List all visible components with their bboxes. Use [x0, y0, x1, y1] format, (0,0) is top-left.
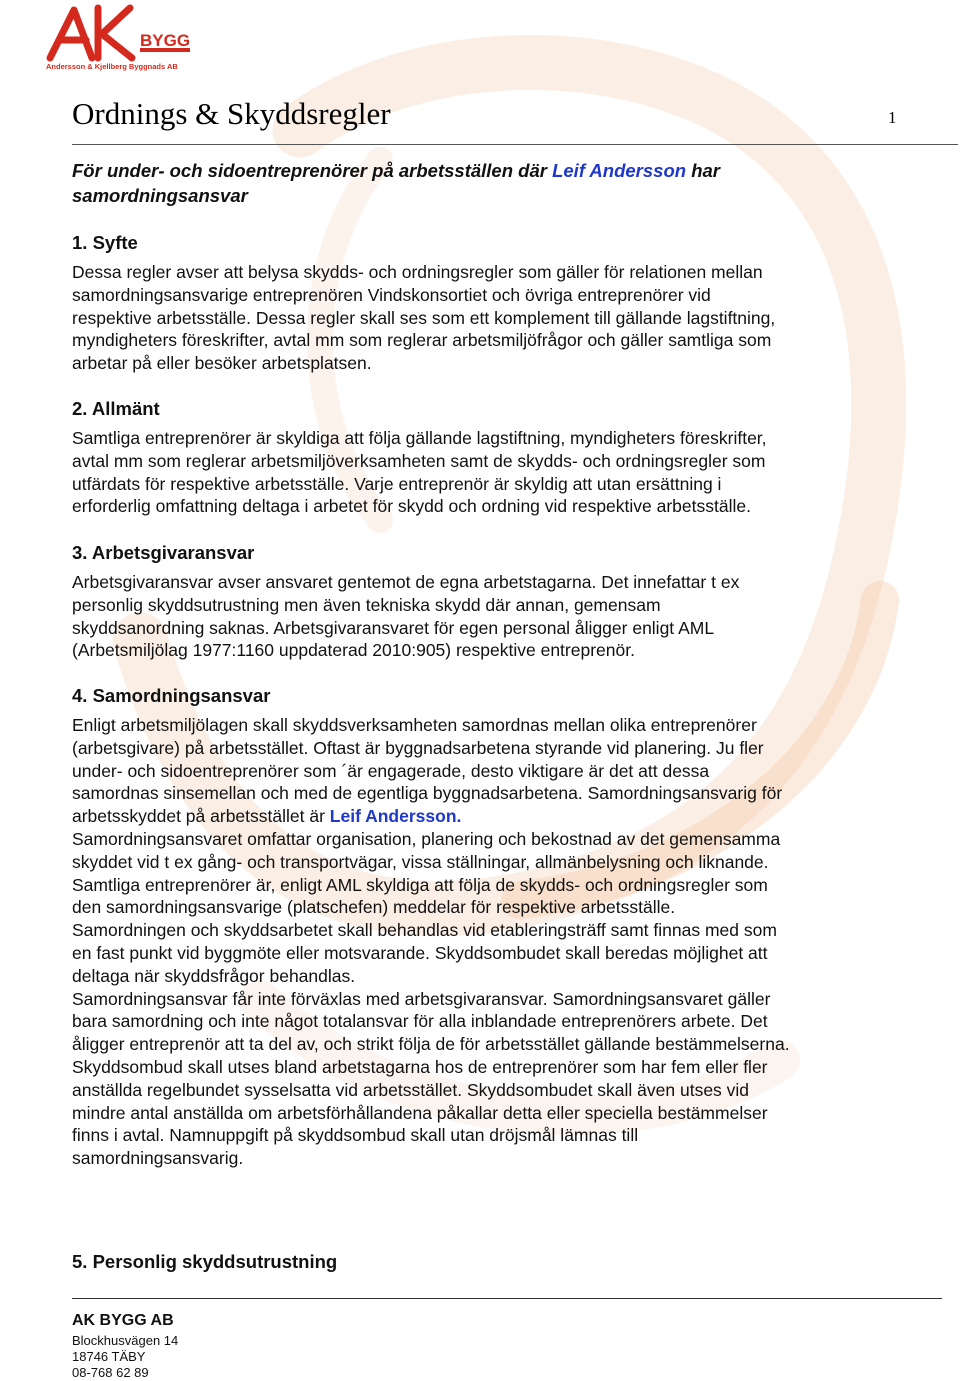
text-line: finns i avtal. Namnuppgift på skyddsombud skall utan dröjsmål lämnas till: [72, 1125, 639, 1146]
text-line: mindre antal anställda om arbetsförhållandena påkallar detta eller speciella bestämmelser: [72, 1102, 768, 1123]
text-line: Enligt arbetsmiljölagen skall skyddsverksamheten samordnas mellan olika entreprenörer: [72, 715, 757, 735]
section-heading-syfte: 1. Syfte: [72, 232, 138, 253]
text-line: skyddet vid t ex gång- och transportvägar, vissa ställningar, allmänbelysning och liknande.: [72, 851, 769, 872]
text-line: Arbetsgivaransvar avser ansvaret gentemot de egna arbetstagarna. Det innefattar t ex: [72, 572, 740, 592]
text-line: arbetar på eller besöker arbetsplatsen.: [72, 353, 372, 374]
text-line: Samordningsansvar får inte förväxlas med arbetsgivaransvar. Samordningsansvaret gäller: [72, 988, 771, 1009]
text-line: under- och sidoentreprenörer som ´är engagerade, desto viktigare är det att dessa: [72, 760, 710, 781]
text-line: Samordningen och skyddsarbetet skall behandlas vid etableringsträff samt finnas med som: [72, 920, 777, 941]
text-line: personlig skyddsutrustning men även tekniska skydd där annan, gemensam: [72, 594, 661, 615]
text-line: Samtliga entreprenörer är, enligt AML skyldiga att följa de skydds- och ordningsregler som: [72, 874, 768, 895]
text-line: skyddsanordning saknas. Arbetsgivaransvaret för egen personal åligger enligt AML: [72, 617, 715, 638]
text-line: avtal mm som reglerar arbetsmiljöverksamheten samt de skydds- och ordningsregler som: [72, 450, 766, 471]
section-heading-allmant: 2. Allmänt: [72, 398, 160, 419]
logo-word: BYGG: [140, 31, 191, 50]
footer-city: 18746 TÄBY: [72, 1349, 146, 1364]
intro-text: [72, 158, 872, 208]
section-body-samordningsansvar: [72, 714, 902, 1170]
section-heading-samordningsansvar: 4. Samordningsansvar: [72, 685, 271, 706]
responsible-prefix: arbetsskyddet på arbetsstället är: [72, 806, 330, 827]
text-line: den samordningsansvarige (platschefen) meddelar för respektive arbetsställe.: [72, 897, 676, 918]
intro-part1: För under- och sidoentreprenörer på arbetsställen där: [72, 160, 553, 181]
text-line: Samordningsansvaret omfattar organisation, planering och bekostnad av det gemensamma: [72, 828, 781, 849]
text-line: erforderlig omfattning deltaga i arbetet för skydd och ordning vid respektive arbetsställe.: [72, 496, 751, 517]
text-line: [72, 805, 902, 828]
intro-line-1: [72, 158, 872, 183]
text-line: myndigheters föreskrifter, avtal mm som reglerar arbetsmiljöfrågor och gäller samtliga som: [72, 330, 772, 351]
text-line: samordningsansvarig.: [72, 1148, 244, 1169]
text-line: respektive arbetsställe. Dessa regler skall ses som ett komplement till gällande lagstiftning,: [72, 307, 776, 328]
text-line: deltaga när skyddsfrågor behandlas.: [72, 965, 356, 986]
text-line: en fast punkt vid byggmöte eller motsvarande. Skyddsombudet skall beredas möjlighet att: [72, 942, 768, 963]
text-line: utfärdats för respektive arbetsställe. Varje entreprenör är skyldig att utan ersättning i: [72, 473, 722, 494]
page-title: Ordnings & Skyddsregler: [72, 96, 391, 131]
section-body-allmant: [72, 427, 902, 518]
footer-company-name: AK BYGG AB: [72, 1312, 174, 1329]
responsible-name: Leif Andersson.: [329, 806, 462, 827]
text-line: (Arbetsmiljölag 1977:1160 uppdaterad 2010:905) respektive entreprenör.: [72, 640, 635, 661]
section-body-arbetsgivaransvar: [72, 571, 902, 662]
text-line: åligger entreprenör att ta del av, och strikt följa de för arbetsstället gällande bestämmelserna.: [72, 1034, 790, 1055]
text-line: Samtliga entreprenörer är skyldiga att följa gällande lagstiftning, myndigheters föreskrifter,: [72, 428, 767, 448]
intro-line-2: samordningsansvar: [72, 185, 248, 206]
text-line: (arbetsgivare) på arbetsstället. Oftast är byggnadsarbetena styrande vid planering. Ju fler: [72, 737, 764, 758]
text-line: anställda regelbundet sysselsatta vid arbetsstället. Skyddsombudet skall även utses vid: [72, 1079, 750, 1100]
footer-phone: 08-768 62 89: [72, 1365, 149, 1380]
text-line: Skyddsombud skall utses bland arbetstagarna hos de entreprenörer som har fem eller fler: [72, 1056, 768, 1077]
text-line: Dessa regler avser att belysa skydds- och ordningsregler som gäller för relationen mellan: [72, 262, 763, 282]
footer-divider: [72, 1298, 942, 1299]
text-line: bara samordning och inte något totalansvar för alla inblandade entreprenörers arbete. Det: [72, 1011, 768, 1032]
logo-subtitle: Andersson & Kjellberg Byggnads AB: [46, 62, 178, 71]
text-line: samordningsansvarige entreprenören Vindskonsortiet och övriga entreprenörer vid: [72, 284, 711, 305]
footer-street: Blockhusvägen 14: [72, 1333, 179, 1348]
company-logo: [44, 2, 194, 74]
intro-part2: har: [686, 160, 721, 181]
header-divider: [72, 144, 958, 145]
section-heading-personlig-skyddsutrustning: 5. Personlig skyddsutrustning: [72, 1251, 338, 1272]
page-number: 1: [888, 108, 897, 127]
section-body-syfte: [72, 261, 902, 375]
section-heading-arbetsgivaransvar: 3. Arbetsgivaransvar: [72, 542, 255, 563]
text-line: samordnas sinsemellan och med de egentliga byggnadsarbetena. Samordningsansvarig för: [72, 783, 783, 804]
intro-responsible-name: Leif Andersson: [552, 160, 687, 181]
